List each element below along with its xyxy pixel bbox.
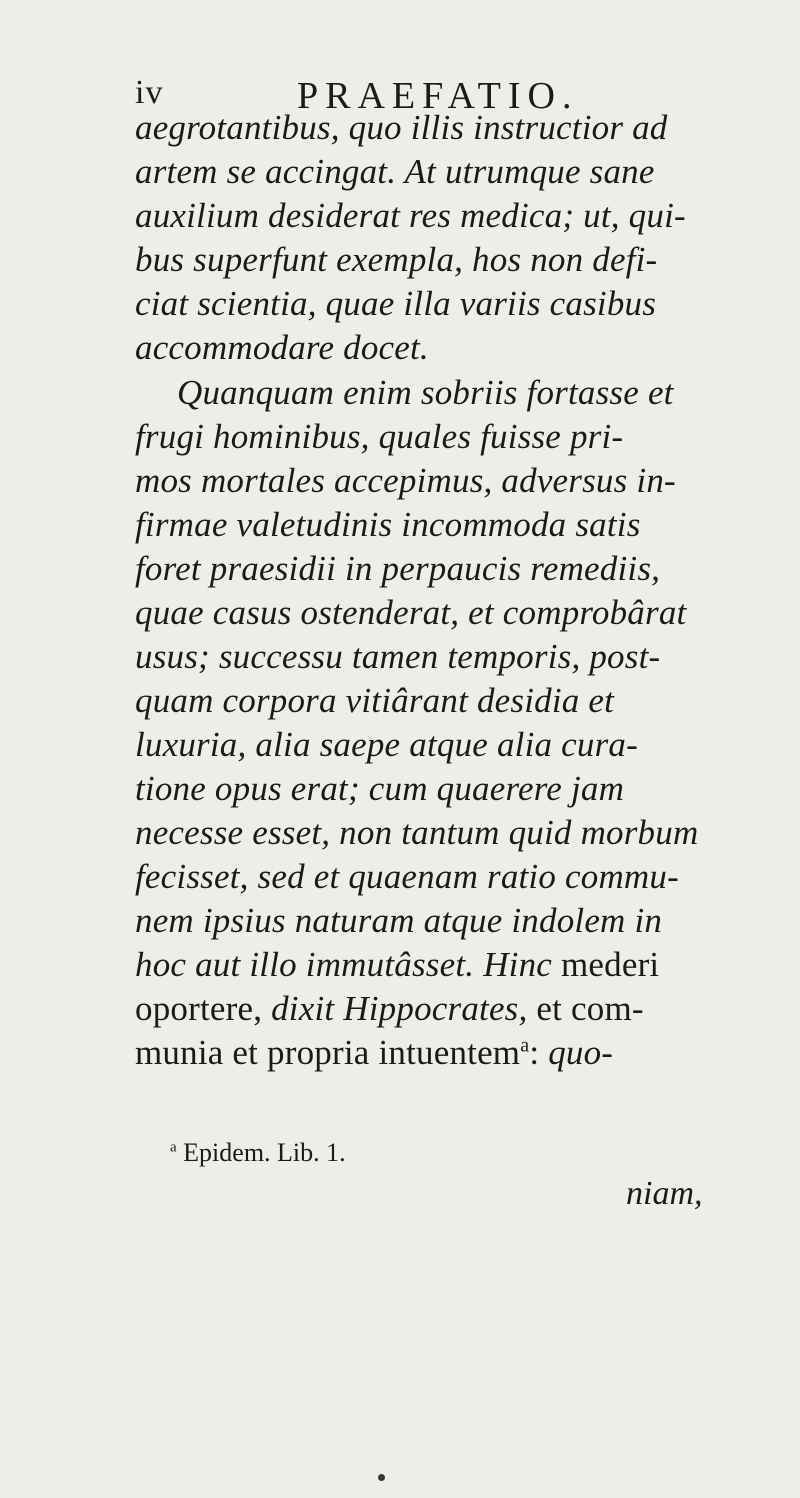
footnote-marker: a [170, 1139, 177, 1156]
colon: : [529, 1033, 540, 1072]
text-line-mixed [135, 1031, 740, 1075]
running-head: PRAEFATIO. [297, 75, 579, 117]
roman-segment: mederi [560, 945, 660, 984]
text-line: accommodare docet. [135, 328, 429, 367]
paragraph-1 [135, 106, 740, 370]
footnote [170, 1138, 346, 1168]
text-line: nem ipsius naturam atque indolem in [135, 901, 663, 940]
roman-segment: et com- [536, 989, 644, 1028]
text-line: usus; successu tamen temporis, post- [135, 637, 661, 676]
footnote-reference: a [520, 1034, 530, 1057]
text-line: ciat scientia, quae illa variis casibus [135, 284, 657, 323]
text-line: foret praesidii in perpaucis remediis, [135, 549, 661, 588]
text-line: necesse esset, non tantum quid morbum [135, 813, 699, 852]
text-line: mos mortales accepimus, adversus in- [135, 461, 676, 500]
text-line: firmae valetudinis incommoda satis [135, 505, 641, 544]
italic-segment: dixit Hippocrates, [271, 989, 528, 1028]
italic-segment: Hinc [483, 945, 553, 984]
text-line: fecisset, sed et quaenam ratio commu- [135, 857, 679, 896]
italic-segment: hoc aut illo immutâsset. [135, 945, 475, 984]
text-line: aegrotantibus, quo illis instructior ad [135, 108, 668, 147]
text-line: quae casus ostenderat, et comprobârat [135, 593, 687, 632]
text-line: luxuria, alia saepe atque alia cura- [135, 725, 638, 764]
roman-segment: munia et propria intuentem [135, 1033, 521, 1072]
text-line: quam corpora vitiârant desidia et [135, 681, 615, 720]
catchword: niam, [626, 1175, 703, 1212]
text-line: tione opus erat; cum quaerere jam [135, 769, 625, 808]
text-line-mixed [135, 943, 740, 987]
text-line-mixed [135, 987, 740, 1031]
text-line: frugi hominibus, quales fuisse pri- [135, 417, 624, 456]
text-line: artem se accingat. At utrumque sane [135, 152, 655, 191]
paragraph-2 [135, 371, 740, 1075]
text-line: Quanquam enim sobriis fortasse et [177, 373, 674, 412]
italic-segment: quo- [548, 1033, 614, 1072]
footnote-text: Epidem. Lib. 1. [183, 1138, 346, 1167]
text-line: auxilium desiderat res medica; ut, qui- [135, 196, 686, 235]
text-line: bus superfunt exempla, hos non defi- [135, 240, 658, 279]
roman-segment: oportere, [135, 989, 263, 1028]
page-number: iv [135, 74, 164, 111]
paper-speck [378, 1474, 385, 1481]
